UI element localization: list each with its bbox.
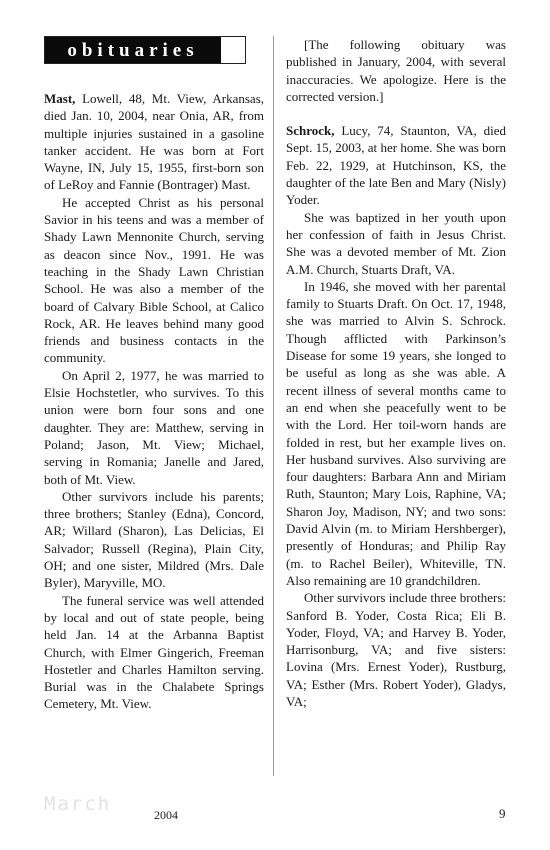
footer-month: March: [44, 793, 112, 815]
obituary-mast-faith: He accepted Christ as his personal Savior in his teens and was a member of Shady Lawn Mennonite Church, serving as deacon since Nov., 1991. He was teaching in the Shady Lawn Christian School. He was also a member of the board of Calvary Bible School, at Calico Rock, AR. He leaves behind many good friends and business contacts in the community.: [44, 194, 264, 366]
footer-year: 2004: [154, 808, 178, 822]
obituary-mast-name: Mast,: [44, 91, 76, 106]
column-divider: [273, 36, 274, 776]
page-number: 9: [499, 806, 506, 821]
obituary-mast-intro-text: Lowell, 48, Mt. View, Arkansas, died Jan. 10, 2004, near Onia, AR, from multiple injuries sustained in a gasoline tanker accident. He was born at Fort Wayne, IN, July 15, 1955, first-born son of LeRoy and Fannie (Bontrager) Mast.: [44, 91, 264, 193]
section-header: [44, 36, 246, 64]
obituary-schrock-intro-text: Lucy, 74, Staunton, VA, died Sept. 15, 2003, at her home. She was born Feb. 22, 1929, at Hutchinson, KS, the daughter of the late Ben and Mary (Nisly) Yoder.: [286, 123, 506, 208]
correction-note: [The following obituary was published in January, 2004, with several inaccuracies. We apologize. Here is the corrected version.]: [286, 37, 506, 104]
obituary-mast-marriage: On April 2, 1977, he was married to Elsie Hochstetler, who survives. To this union were born four sons and one daughter. They are: Matthew, serving in Poland; Jason, Mt. View; Michael, serving in Romania; Janelle and Jared, both of Mt. View.: [44, 367, 264, 487]
obituary-column-left: [44, 90, 264, 713]
obituary-mast-intro: [44, 90, 264, 194]
obituary-mast-funeral: The funeral service was well attended by local and out of state people, being held Jan. 14 at the Arbanna Baptist Church, with Elmer Gingerich, Freeman Hostetler and Charles Hamilton serving. Burial was in the Chalabete Springs Cemetery, Mt. View.: [44, 592, 264, 712]
obituary-schrock-intro: [286, 122, 506, 208]
obituary-mast-survivors: Other survivors include his parents; three brothers; Stanley (Edna), Concord, AR; Willard (Sharon), Las Delicias, El Salvador; Russell (Regina), Plain City, OH; and one sister, Mildred (Mrs. Dale Byler), Maryville, MO.: [44, 488, 264, 591]
obituary-schrock-faith: She was baptized in her youth upon her confession of faith in Jesus Christ. She was a devoted member of Mt. Zion A.M. Church, Stuarts Draft, VA.: [286, 209, 506, 277]
obituary-schrock-life: In 1946, she moved with her parental family to Stuarts Draft. On Oct. 17, 1948, she was married to Alvin S. Schrock. Though afflicted with Parkinson’s Disease for some 19 years, she longed to be useful as long as she was able. A recent illness of several months came to an end when she peacefully went to be with the Lord. Her toil-worn hands are folded in rest, but her example lives on. Her husband survives. Also surviving are four daughters: Barbara Ann and Miriam Ruth, Staunton; Mary Lois, Raphine, VA; Sharon Joy, Madison, NY; and two sons: David Alvin (m. to Miriam Hershberger), presently of Honduras; and Philip Ray (m. to Rachel Beiler), Whiteville, TN. Also remaining are 10 grandchildren.: [286, 278, 506, 588]
obituary-schrock-name: Schrock,: [286, 123, 335, 139]
section-title: obituaries: [45, 37, 221, 63]
obituary-schrock-survivors: Other survivors include three brothers: Sanford B. Yoder, Costa Rica; Eli B. Yoder, Floyd, VA; and Harvey B. Yoder, Harrisonburg, VA; and five sisters: Lovina (Mrs. Ernest Yoder), Rustburg, VA; Esther (Mrs. Robert Yoder), Gladys, VA;: [286, 590, 506, 709]
obituary-column-right: [286, 36, 506, 710]
